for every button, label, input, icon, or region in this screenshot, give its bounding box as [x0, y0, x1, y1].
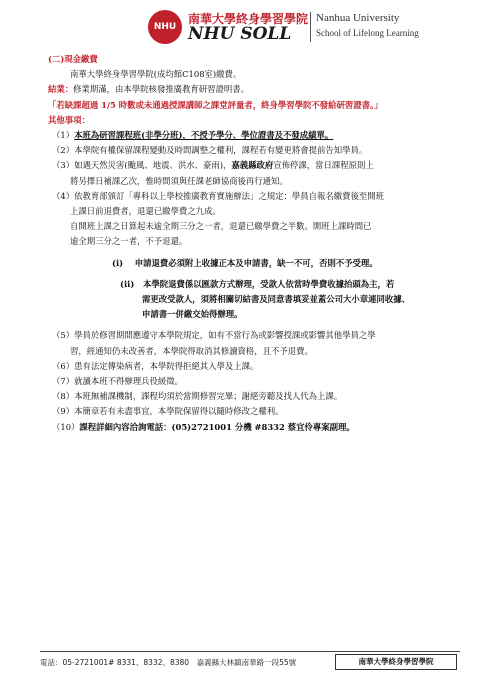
school-logo-icon: NHU	[148, 10, 182, 44]
item-text: 患有法定傳染病者，本學院得拒絕其入學及上課。	[74, 360, 259, 371]
warning-notice: 「若缺課超過 1/5 時數或未通過授課講師之課堂評量者，終身學習學院不發給研習證書。」	[48, 99, 383, 110]
item-text: 本簡章若有未盡事宜，本學院保留得以隨時修改之權利。	[74, 406, 284, 417]
header-divider	[310, 12, 311, 42]
list-item-4-cont-2: 自開班上課之日算起未逾全期三分之一者，退還已繳學費之半數。開班上課時間已	[70, 221, 372, 232]
sub-item-ii-cont-1: 需更改受款人，須將相關切結書及同意書填妥並蓋公司大小章連同收據、	[142, 294, 410, 305]
item-number: （9）	[52, 406, 75, 417]
page-header	[0, 8, 495, 50]
completion-line	[48, 82, 468, 97]
page-footer	[0, 651, 495, 671]
list-item-4-cont-1: 上課日前退費者，退還已繳學費之九成。	[70, 206, 221, 217]
payment-line: 南華大學終身學習學院(成均館C108室)繳費。	[70, 69, 242, 80]
item-text: 課程詳細內容洽詢電話：(05)2721001 分機 #8332 蔡宜伶專案副理。	[79, 421, 355, 432]
sub-item-text: 本學院退費係以匯款方式辦理，受款人依當時學費收據抬頭為主，若	[143, 278, 395, 289]
sub-item-number: (ii)	[120, 278, 135, 289]
list-item-6	[48, 359, 468, 374]
list-item-5	[48, 328, 468, 343]
list-item-3	[48, 158, 468, 173]
item-text: 學員於修習期間應遵守本學院規定，如有不當行為或影響授課或影響其他學員之學	[74, 330, 376, 341]
list-item-4	[48, 189, 468, 204]
list-item-3-cont: 將另擇日補課乙次，惟時間須與任課老師協商後再行通知。	[70, 175, 288, 186]
item-text-pre: 如遇天然災害(颱風、地震、洪水、豪雨)，	[74, 160, 232, 171]
sub-item-number: (i)	[112, 257, 124, 268]
item-text: 依教育部頒訂「專科以上學校推廣教育實施辦法」之規定：學員自報名繳費後至開班	[74, 190, 384, 201]
english-school-name: School of Lifelong Learning	[316, 28, 419, 38]
item-number: （7）	[52, 376, 75, 387]
english-university-name: Nanhua University	[316, 12, 400, 24]
sub-item-ii-cont-2: 申請書一併繳交始得辦理。	[142, 309, 243, 320]
item-number: （4）	[52, 190, 75, 201]
item-text: 本班為研習課程班(非學分班)，不授予學分、學位證書及不發成績單。	[74, 130, 334, 141]
sub-item-ii	[48, 277, 468, 292]
item-text-post: 宣佈停課，當日課程原則上	[273, 160, 374, 171]
sub-item-text: 申請退費必須附上收據正本及申請書，缺一不可，否則不予受理。	[134, 257, 378, 268]
list-item-1	[48, 128, 468, 143]
list-item-10	[48, 420, 468, 435]
english-short-title: NHU SOLL	[188, 24, 292, 44]
list-item-9	[48, 404, 468, 419]
footer-divider	[40, 651, 460, 652]
item-number: （10）	[52, 421, 80, 432]
footer-school-box: 南華大學終身學習學院	[335, 654, 457, 670]
item-number: （5）	[52, 330, 75, 341]
item-number: （8）	[52, 391, 75, 402]
list-item-7	[48, 374, 468, 389]
item-text: 本學院有權保留課程變動及時間調整之權利，課程若有變更將會提前告知學員。	[74, 145, 368, 156]
notes-title: 其他事項：	[48, 114, 90, 125]
list-item-8	[48, 389, 468, 404]
list-item-5-cont: 習，經通知仍未改善者，本學院得取消其修讀資格，且不予退費。	[70, 345, 313, 356]
item-text: 本班無補課機制，課程均須於當期修習完畢；謝絕旁聽及找人代為上課。	[74, 391, 343, 402]
item-number: （3）	[52, 160, 75, 171]
footer-contact: 電話：05-2721001# 8331、8332、8380 嘉義縣大林鎮南華路一段55號	[40, 658, 297, 667]
list-item-4-cont-3: 逾全期三分之一者，不予退還。	[70, 236, 188, 247]
item-text: 就讀本班不得辦理兵役緩徵。	[74, 376, 183, 387]
section-title: (二)現金繳費	[48, 54, 98, 64]
completion-label: 結業：	[48, 84, 74, 95]
document-body	[48, 52, 468, 435]
item-number: （1）	[52, 130, 75, 141]
item-number: （6）	[52, 360, 75, 371]
item-text-bold: 嘉義縣政府	[231, 160, 274, 171]
chinese-school-title: 南華大學終身學習學院	[188, 12, 309, 26]
list-item-2	[48, 143, 468, 158]
completion-text: 修業期滿，由本學院核發推廣教育研習證明書。	[73, 84, 249, 95]
item-number: （2）	[52, 145, 75, 156]
sub-item-i	[48, 256, 468, 271]
